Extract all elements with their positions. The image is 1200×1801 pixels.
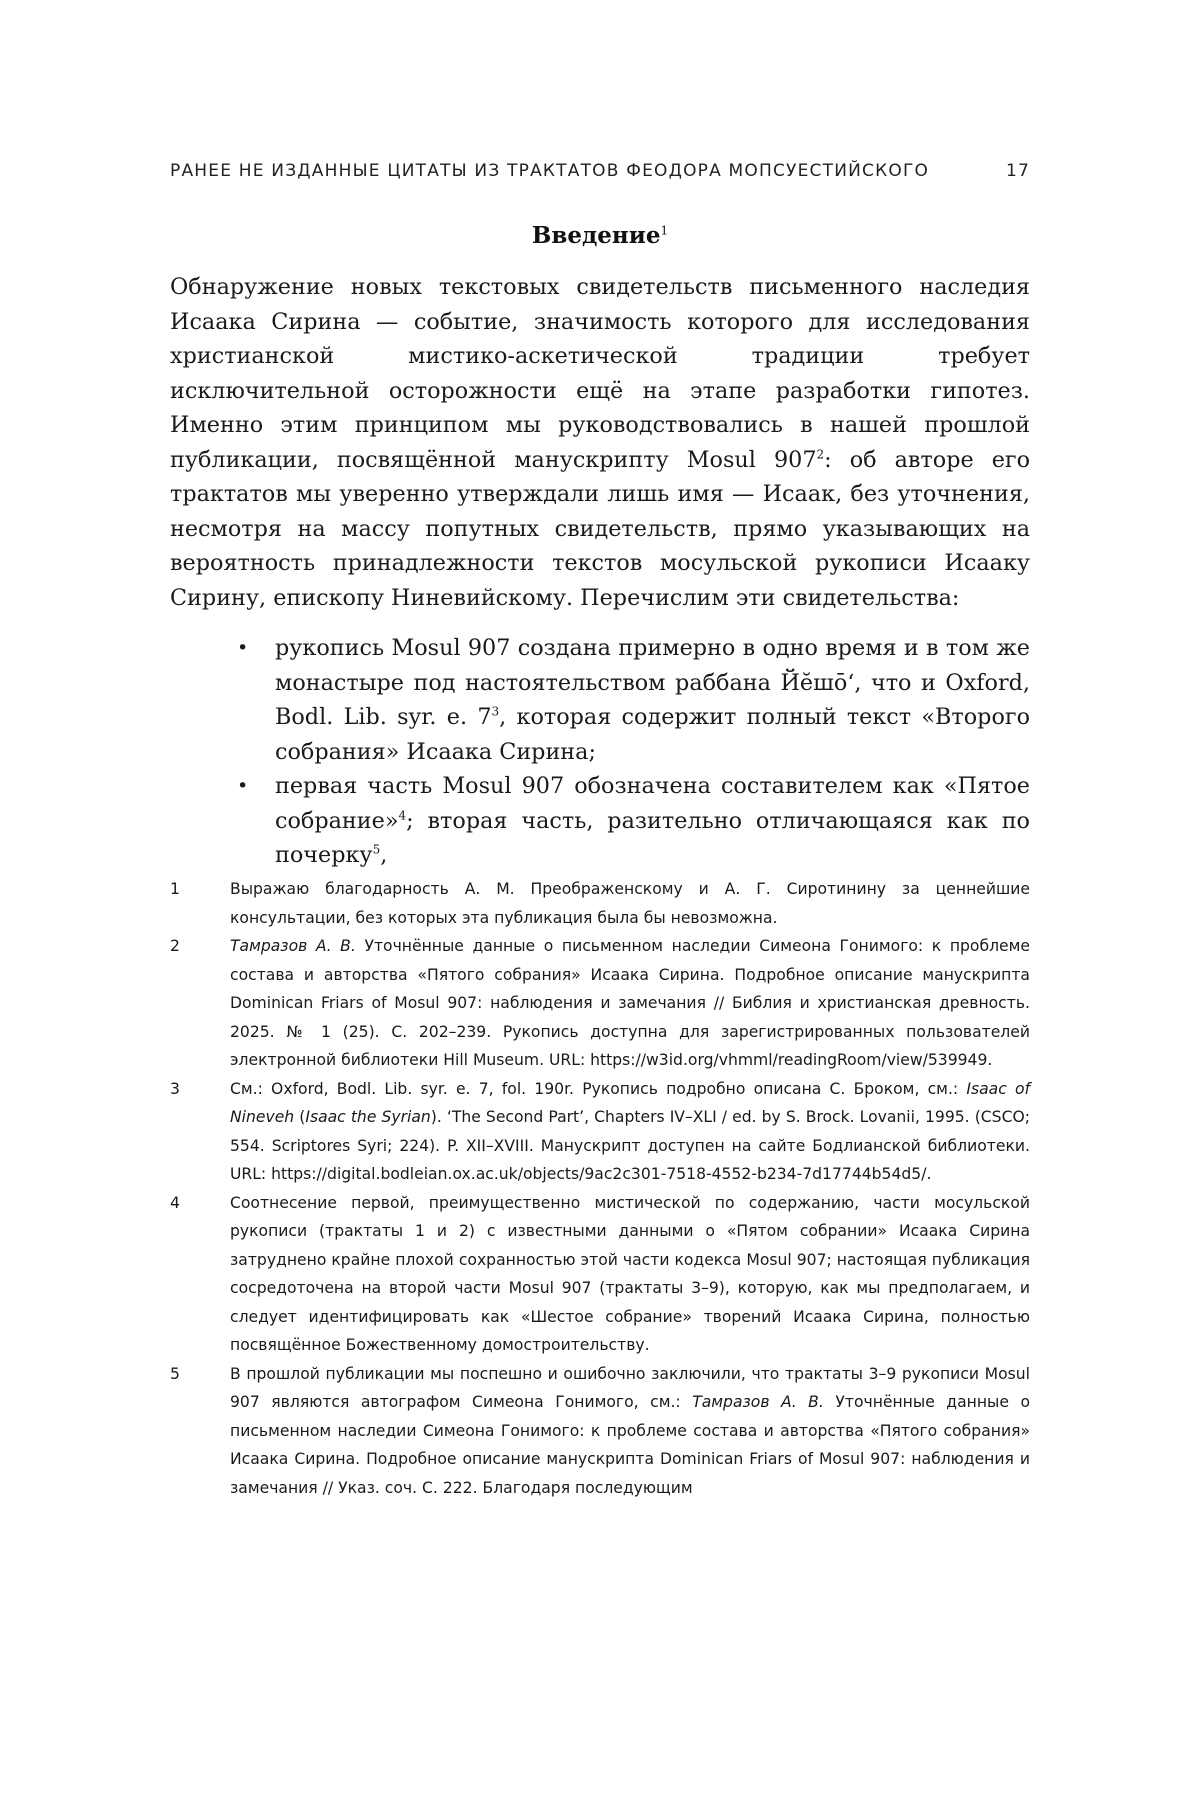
footnote-number: 5 [170, 1364, 180, 1383]
paragraph-text: Обнаружение новых текстовых свидетельств письменного наследия Исаака Сирина — событие, значимость которого для исследования христианской мистико-аскетической традиции требует исключительной осторожности ещё на этапе разработки гипотез. Именно этим принципом мы руководствовались в нашей прошлой публикации, посвящённой манускрипту Mosul 907 [170, 274, 1030, 473]
footnote-number: 2 [170, 937, 180, 955]
list-item-text: , [380, 842, 388, 868]
list-item-text: ; вторая часть, разительно отличающаяся как по почерку [275, 807, 1030, 868]
footnotes [170, 875, 1030, 1502]
footnote [170, 1360, 1030, 1503]
footnote-body: Уточнённые данные о письменном наследии Симеона Гонимого: к проблеме состава и авторства «Пятого собрания» Исаака Сирина. Подробное описание манускрипта Dominican Friars of Mosul 907: наблюдения и замечания // Указ. соч. С. 222. Благодаря последующим [230, 1393, 1030, 1497]
footnote-author: Тамразов А. В. [230, 937, 356, 955]
running-head [170, 161, 1030, 181]
paragraph [170, 270, 1030, 615]
footnote-ref[interactable]: 3 [491, 704, 500, 719]
footnote-ref[interactable]: 2 [816, 447, 825, 462]
main-text [170, 270, 1030, 873]
list-item-text: рукопись Mosul 907 создана примерно в одно время и в том же монастыре под настоятельством раббана Йӗшō‘, что и Oxford, Bodl. Lib. syr. e. 7 [275, 635, 1030, 730]
list-item [237, 769, 1030, 873]
footnote-text [230, 1075, 1030, 1189]
evidence-list [170, 631, 1030, 873]
footnote-text: Соотнесение первой, преимущественно мистической по содержанию, части мосульской рукописи (трактаты 1 и 2) с известными данными о «Пятом собрании» Исаака Сирина затруднено крайне плохой сохранностью этой части кодекса Mosul 907; настоящая публикация сосредоточена на второй части Mosul 907 (трактаты 3–9), которую, как мы предполагаем, и следует идентифицировать как «Шестое собрание» творений Исаака Сирина, полностью посвящённое Божественному домостроительству. [230, 1193, 1030, 1354]
footnote-italic: Isaac of Nineveh [230, 1079, 1030, 1126]
footnote-text [230, 932, 1030, 1075]
footnote-body: См.: Oxford, Bodl. Lib. syr. e. 7, fol. 190r. Рукопись подробно описана С. Броком, см.: [230, 1079, 967, 1098]
footnote-ref[interactable]: 4 [398, 808, 407, 823]
section-heading-text: Введение [531, 222, 661, 249]
footnote [170, 1075, 1030, 1189]
page-number: 17 [1005, 161, 1030, 181]
footnote-text [230, 1360, 1030, 1503]
section-heading [170, 222, 1030, 249]
footnote [170, 1189, 1030, 1360]
footnote-ref[interactable]: 5 [372, 842, 381, 857]
footnote-author: Тамразов А. В. [692, 1393, 824, 1411]
running-head-title: РАНЕЕ НЕ ИЗДАННЫЕ ЦИТАТЫ ИЗ ТРАКТАТОВ ФЕОДОРА МОПСУЕСТИЙСКОГО [170, 161, 930, 181]
paragraph-text: : об авторе его трактатов мы уверенно утверждали лишь имя — Исаак, без уточнения, несмотря на массу попутных свидетельств, прямо указывающих на вероятность принадлежности текстов мосульской рукописи Исааку Сирину, епископу Ниневийскому. Перечислим эти свидетельства: [170, 446, 1030, 611]
bullet-icon: • [237, 775, 249, 797]
footnote-number: 4 [170, 1193, 180, 1212]
footnote-ref[interactable]: 1 [660, 223, 669, 238]
footnote [170, 875, 1030, 932]
list-item-text: первая часть Mosul 907 обозначена составителем как «Пятое собрание» [275, 773, 1030, 834]
list-item-text: , которая содержит полный текст «Второго собрания» Исаака Сирина; [275, 704, 1030, 765]
footnote-number: 1 [170, 880, 180, 898]
footnote-body: ( [294, 1108, 306, 1126]
footnote-text: Выражаю благодарность А. М. Преображенскому и А. Г. Сиротинину за ценнейшие консультации, без которых эта публикация была бы невозможна. [230, 880, 1030, 927]
footnote [170, 932, 1030, 1075]
footnote-body: ). ‘The Second Part’, Chapters IV–XLI / ed. by S. Brock. Lovanii, 1995. (CSCO; 554. Scriptores Syri; 224). P. XII–XVIII. Манускрипт доступен на сайте Бодлианской библиотеки. URL: https://digital.bodleian.ox.ac.uk/objects/9ac2c301-7518-4552-b234-7d17744b54d5/. [230, 1108, 1030, 1183]
footnote-italic: Isaac the Syrian [305, 1108, 431, 1126]
footnote-body: В прошлой публикации мы поспешно и ошибочно заключили, что трактаты 3–9 рукописи Mosul 907 являются автографом Симеона Гонимого, см.: [230, 1364, 1030, 1411]
footnote-number: 3 [170, 1079, 180, 1098]
footnote-body: Уточнённые данные о письменном наследии Симеона Гонимого: к проблеме состава и авторства «Пятого собрания» Исаака Сирина. Подробное описание манускрипта Dominican Friars of Mosul 907: наблюдения и замечания // Библия и христианская древность. 2025. № 1 (25). С. 202–239. Рукопись доступна для зарегистрированных пользователей электронной библиотеки Hill Museum. URL: https://w3id.org/vhmml/readingRoom/view/539949. [230, 937, 1030, 1069]
list-item [237, 631, 1030, 769]
bullet-icon: • [237, 637, 249, 659]
